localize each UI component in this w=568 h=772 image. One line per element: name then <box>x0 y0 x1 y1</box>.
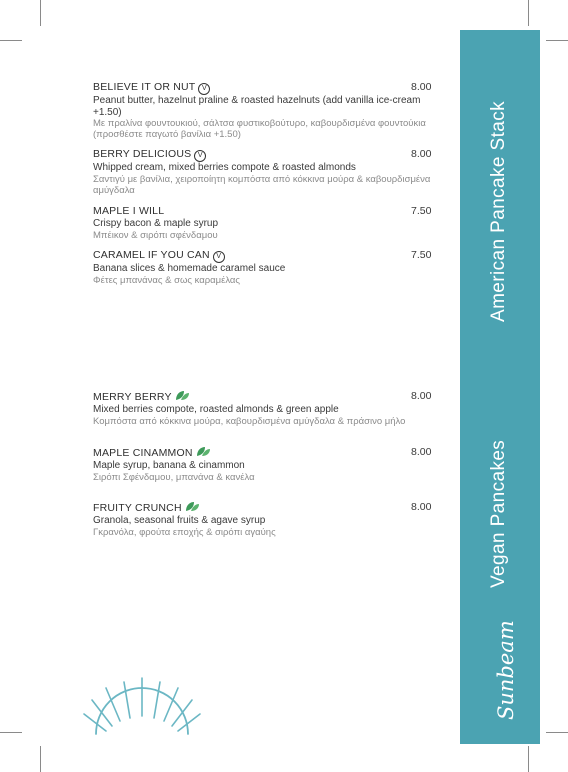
menu-item <box>93 205 433 241</box>
leaf-icon <box>175 390 190 401</box>
item-description: Peanut butter, hazelnut praline & roasted hazelnuts (add vanilla ice-cream +1.50) <box>93 95 421 118</box>
vegetarian-badge: V <box>198 83 210 95</box>
item-description-greek: Γκρανόλα, φρούτα εποχής & σιρόπι αγαύης <box>93 526 276 538</box>
menu-item <box>93 446 433 483</box>
item-name: FRUITY CRUNCH <box>93 502 182 514</box>
item-description: Granola, seasonal fruits & agave syrup <box>93 515 266 526</box>
item-description-greek: Μπέικον & σιρόπι σφένδαμου <box>93 229 218 241</box>
item-name: BELIEVE IT OR NUT <box>93 81 196 93</box>
menu-item <box>93 249 433 286</box>
item-price: 8.00 <box>411 81 432 93</box>
item-price: 8.00 <box>411 501 432 513</box>
item-price: 7.50 <box>411 249 432 261</box>
item-description-greek: Σιρόπι Σφένδαμου, μπανάνα & κανέλα <box>93 471 255 483</box>
side-band <box>460 30 540 744</box>
vegetarian-badge: V <box>213 251 225 263</box>
menu-item <box>93 81 433 140</box>
crop-mark-bottom-left <box>40 746 41 772</box>
leaf-icon <box>196 446 211 457</box>
menu-item <box>93 148 433 196</box>
item-description: Banana slices & homemade caramel sauce <box>93 263 286 274</box>
item-description: Maple syrup, banana & cinammon <box>93 460 245 471</box>
crop-mark-bottom-right <box>528 746 529 772</box>
item-name: MAPLE CINAMMON <box>93 447 193 459</box>
sunrise-icon <box>82 676 202 738</box>
item-description: Crispy bacon & maple syrup <box>93 218 219 229</box>
menu-item <box>93 501 433 538</box>
item-description-greek: Κομπόστα από κόκκινα μούρα, καβουρδισμένα αμύγδαλα & πράσινο μήλο <box>93 415 406 427</box>
item-price: 8.00 <box>411 148 432 160</box>
item-description: Mixed berries compote, roasted almonds & green apple <box>93 404 339 415</box>
section-title-pancakes: American Pancake Stack <box>488 100 509 322</box>
item-price: 8.00 <box>411 390 432 402</box>
item-name: BERRY DELICIOUS <box>93 148 192 160</box>
crop-mark-left-top <box>0 40 22 41</box>
crop-mark-right-bottom <box>546 732 568 733</box>
brand-logo: Sunbeam <box>494 620 518 720</box>
vegetarian-badge: V <box>194 150 206 162</box>
item-name: MAPLE I WILL <box>93 205 165 217</box>
crop-mark-right-top <box>546 40 568 41</box>
leaf-icon <box>185 501 200 512</box>
item-name: MERRY BERRY <box>93 391 172 403</box>
item-description-greek: Σαντιγύ με βανίλια, χειροποίητη κομπόστα από κόκκινα μούρα & καβουρδισμένα αμύγδαλα <box>93 173 431 196</box>
item-description: Whipped cream, mixed berries compote & roasted almonds <box>93 162 356 173</box>
item-name: CARAMEL IF YOU CAN <box>93 249 210 261</box>
crop-mark-left-bottom <box>0 732 22 733</box>
item-description-greek: Με πραλίνα φουντουκιού, σάλτσα φυστικοβούτυρο, καβουρδισμένα φουντούκια (προσθέστε παγωτό βανίλια +1.50) <box>93 118 426 140</box>
crop-mark-top-left <box>40 0 41 26</box>
item-price: 8.00 <box>411 446 432 458</box>
item-price: 7.50 <box>411 205 432 217</box>
section-title-vegan: Vegan Pancakes <box>488 439 509 588</box>
item-description-greek: Φέτες μπανάνας & σως καραμέλας <box>93 274 240 286</box>
menu-item <box>93 390 433 427</box>
crop-mark-top-right <box>528 0 529 26</box>
